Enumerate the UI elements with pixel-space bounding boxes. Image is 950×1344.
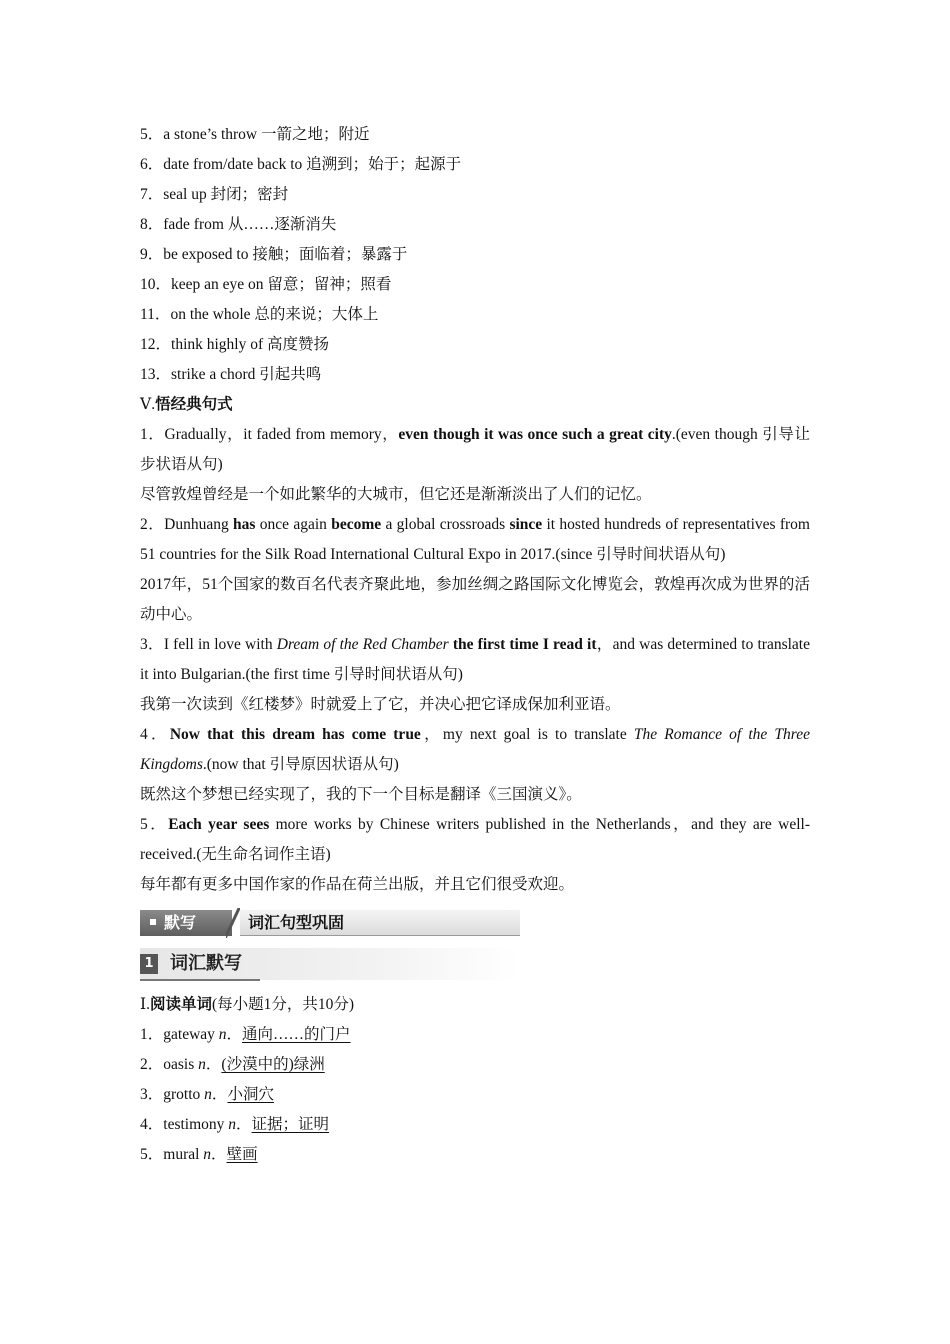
section-number-badge: 1 (140, 954, 158, 974)
square-bullet-icon (150, 919, 156, 925)
word-item: 5．mural n．壁画 (140, 1146, 258, 1163)
slash-divider (226, 908, 240, 938)
phrase-item: 12．think highly of 高度赞扬 (140, 336, 330, 353)
sentence-3-translation: 我第一次读到《红楼梦》时就爱上了它，并决心把它译成保加利亚语。 (140, 696, 621, 713)
sub-section-banner (140, 948, 520, 980)
section-banner (140, 908, 520, 938)
phrase-item: 13．strike a chord 引起共鸣 (140, 366, 322, 383)
sentence-5-translation: 每年都有更多中国作家的作品在荷兰出版，并且它们很受欢迎。 (140, 876, 575, 893)
document-page (140, 120, 810, 1170)
sentence-1-translation: 尽管敦煌曾经是一个如此繁华的大城市，但它还是渐渐淡出了人们的记忆。 (140, 486, 652, 503)
sentence-4-translation: 既然这个梦想已经实现了，我的下一个目标是翻译《三国演义》。 (140, 786, 582, 803)
word-item: 3．grotto n．小洞穴 (140, 1086, 274, 1103)
phrase-item: 5．a stone’s throw 一箭之地；附近 (140, 126, 370, 143)
word-list (140, 1020, 810, 1170)
sentence-2: 2．Dunhuang has once again become a global crossroads since it hosted hundreds of representatives from 51 countries for the Silk Road International Cultural Expo in 2017.(since 引导时间状语从句) (140, 516, 810, 563)
phrase-list (140, 120, 810, 390)
sentence-4: 4．Now that this dream has come true，my next goal is to translate The Romance of the Three Kingdoms.(now that 引导原因状语从句) (140, 726, 811, 773)
word-item: 2．oasis n．(沙漠中的)绿洲 (140, 1056, 325, 1073)
phrase-item: 6．date from/date back to 追溯到；始于；起源于 (140, 156, 462, 173)
banner-right: 词汇句型巩固 (240, 910, 520, 936)
sentence-1: 1．Gradually，it faded from memory，even though it was once such a great city.(even though 引导让步状语从句) (140, 426, 811, 473)
sentence-2-translation: 2017年，51个国家的数百名代表齐聚此地，参加丝绸之路国际文化博览会，敦煌再次成为世界的活动中心。 (140, 576, 810, 623)
section-heading-i: Ⅰ.阅读单词(每小题1分，共10分) (140, 996, 355, 1013)
phrase-item: 11．on the whole 总的来说；大体上 (140, 306, 379, 323)
sentence-3: 3．I fell in love with Dream of the Red Chamber the first time I read it，and was determined to translate it into Bulgarian.(the first time 引导时间状语从句) (140, 636, 810, 683)
phrase-item: 8．fade from 从……逐渐消失 (140, 216, 337, 233)
phrase-item: 10．keep an eye on 留意；留神；照看 (140, 276, 392, 293)
sentence-5: 5．Each year sees more works by Chinese writers published in the Netherlands，and they are well-received.(无生命名词作主语) (140, 816, 810, 863)
phrase-item: 7．seal up 封闭；密封 (140, 186, 289, 203)
banner-left: 默写 (140, 910, 232, 936)
word-item: 1．gateway n．通向……的门户 (140, 1026, 351, 1043)
word-item: 4．testimony n．证据；证明 (140, 1116, 330, 1133)
sub-section-title: 词汇默写 (170, 953, 242, 974)
section-heading-v: Ⅴ.悟经典句式 (140, 396, 233, 413)
phrase-item: 9．be exposed to 接触；面临着；暴露于 (140, 246, 408, 263)
